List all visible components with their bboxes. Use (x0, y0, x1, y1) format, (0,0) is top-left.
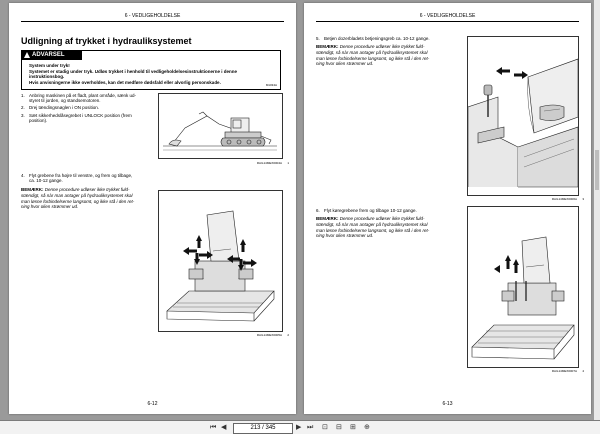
warning-line: Systemet er stadig under tryk. Udløs trykket i henhold til vedligeholdelsesinstruktionerne i denne (29, 68, 238, 74)
step-number: 4. (21, 173, 25, 178)
figure-code: RAIL14MEX0007A 4 (551, 369, 584, 373)
direction-arrows (496, 67, 528, 79)
note-line: BEMÆRK: Denne procedure udløser ikke trykket fuld- (316, 216, 425, 221)
figure-blade-lever (467, 36, 579, 196)
warning-title: ADVARSEL (32, 52, 65, 58)
step-text: Flyt køregrebene frem og tilbage 10-12 gange. (324, 207, 417, 213)
warning-line: instruktionsbog. (29, 74, 65, 79)
step-text: Flyt grebene fra højre til venstre, og frem og tilbage, (29, 172, 133, 178)
note-line: man løsne forbindelserne langsomt, og ikke stå i den ret- (316, 55, 430, 61)
seat-lever-illustration (159, 191, 282, 331)
document-page-right (304, 3, 591, 414)
page-header: 6 - VEDLIGEHOLDELSE (316, 13, 579, 22)
page-indicator-input[interactable]: 213 / 345 (233, 423, 293, 434)
note-line: stændigt, så nàr man antager på hydrauliksystemet skal (21, 192, 133, 198)
note-line: stændigt, så nàr man antager på hydrauliksystemet skal (316, 49, 428, 55)
direction-arrows (494, 255, 519, 273)
warning-icon (24, 52, 30, 58)
fit-page-icon[interactable]: ⊡ (322, 424, 328, 431)
blade-lever-illustration (468, 37, 578, 195)
figure-code: RAIL14MEX0004A 1 (256, 161, 289, 165)
warning-box (21, 50, 281, 90)
step-number: 5. (316, 36, 320, 41)
note-label: BEMÆRK: (316, 216, 339, 221)
figure-code: RAIL14MEX0005A 2 (256, 333, 289, 337)
note-line: man løsne forbindelserne langsomt, og ikke stå i den ret- (316, 227, 430, 233)
note-label: BEMÆRK: (21, 187, 44, 192)
step-number: 6. (316, 208, 320, 213)
note-line: BEMÆRK: Denne procedure udløser ikke trykket fuld- (316, 44, 425, 49)
travel-lever-illustration (468, 207, 578, 367)
warning-line: Hvis anvisningerne ikke overholdes, kan det medføre dødsfald eller alvorlig personskade. (29, 79, 221, 85)
warning-code: M1034A (265, 83, 277, 87)
step-number: 2. (21, 105, 25, 110)
figure-excavator (158, 93, 283, 159)
warning-title-bar (22, 51, 82, 60)
page-number: 6-13 (442, 401, 453, 407)
continuous-view-icon[interactable]: ⊟ (336, 424, 342, 431)
figure-number: 3 (582, 197, 584, 201)
step-text: position). (29, 118, 48, 124)
page-number: 6-12 (147, 401, 158, 407)
step-text: ca. 10-12 gange. (29, 178, 63, 184)
step-number: 1. (21, 93, 25, 98)
last-page-icon[interactable]: ⏭ (307, 424, 314, 431)
step-text: Anbring maskinen på et fladt, plant område, sænk ud- (29, 92, 137, 98)
document-page-left (9, 3, 296, 414)
zoom-icon[interactable]: ⊕ (364, 424, 370, 431)
note-line: ning hvor olien strømmer ud. (316, 233, 374, 239)
previous-page-icon[interactable]: ◀ (221, 424, 227, 431)
note-line: man løsne forbindelserne langsomt, og ikke stå i den ret- (21, 198, 135, 204)
excavator-illustration (159, 94, 282, 158)
first-page-icon[interactable]: ⏮ (210, 424, 217, 431)
viewer-toolbar (0, 420, 600, 434)
figure-number: 2 (287, 333, 289, 337)
note-line: ning hvor olien strømmer ud. (316, 61, 374, 67)
figure-seat-levers (158, 190, 283, 332)
note-line: BEMÆRK: Denne procedure udløser ikke trykket fuld- (21, 187, 130, 192)
scrollbar-thumb[interactable] (595, 150, 599, 190)
step-text: Betjen dozerbladets betjeningsgreb ca. 10-12 gange. (324, 35, 430, 41)
note-line: ning hvor olien strømmer ud. (21, 204, 79, 210)
step-text: styret til jorden, og standsemotoren. (29, 98, 101, 104)
step-number: 3. (21, 113, 25, 118)
vertical-scrollbar[interactable] (594, 0, 600, 420)
warning-line: System under tryk! (29, 63, 70, 68)
section-title: Udligning af trykket i hydrauliksystemet (21, 36, 192, 46)
next-page-icon[interactable]: ▶ (296, 424, 302, 431)
figure-number: 1 (287, 161, 289, 165)
figure-number: 4 (582, 369, 584, 373)
step-text: Drej tændingsnøglen i ON position. (29, 104, 100, 110)
note-label: BEMÆRK: (316, 44, 339, 49)
figure-travel-levers (467, 206, 579, 368)
page-header: 6 - VEDLIGEHOLDELSE (21, 13, 284, 22)
two-page-view-icon[interactable]: ⊞ (350, 424, 356, 431)
step-text: Sæt sikkerhedslåsegrebet i UNLOCK position (frem (29, 112, 132, 118)
figure-code: RAIL14MEX0006A 3 (551, 197, 584, 201)
note-line: stændigt, så nàr man antager på hydrauliksystemet skal (316, 221, 428, 227)
